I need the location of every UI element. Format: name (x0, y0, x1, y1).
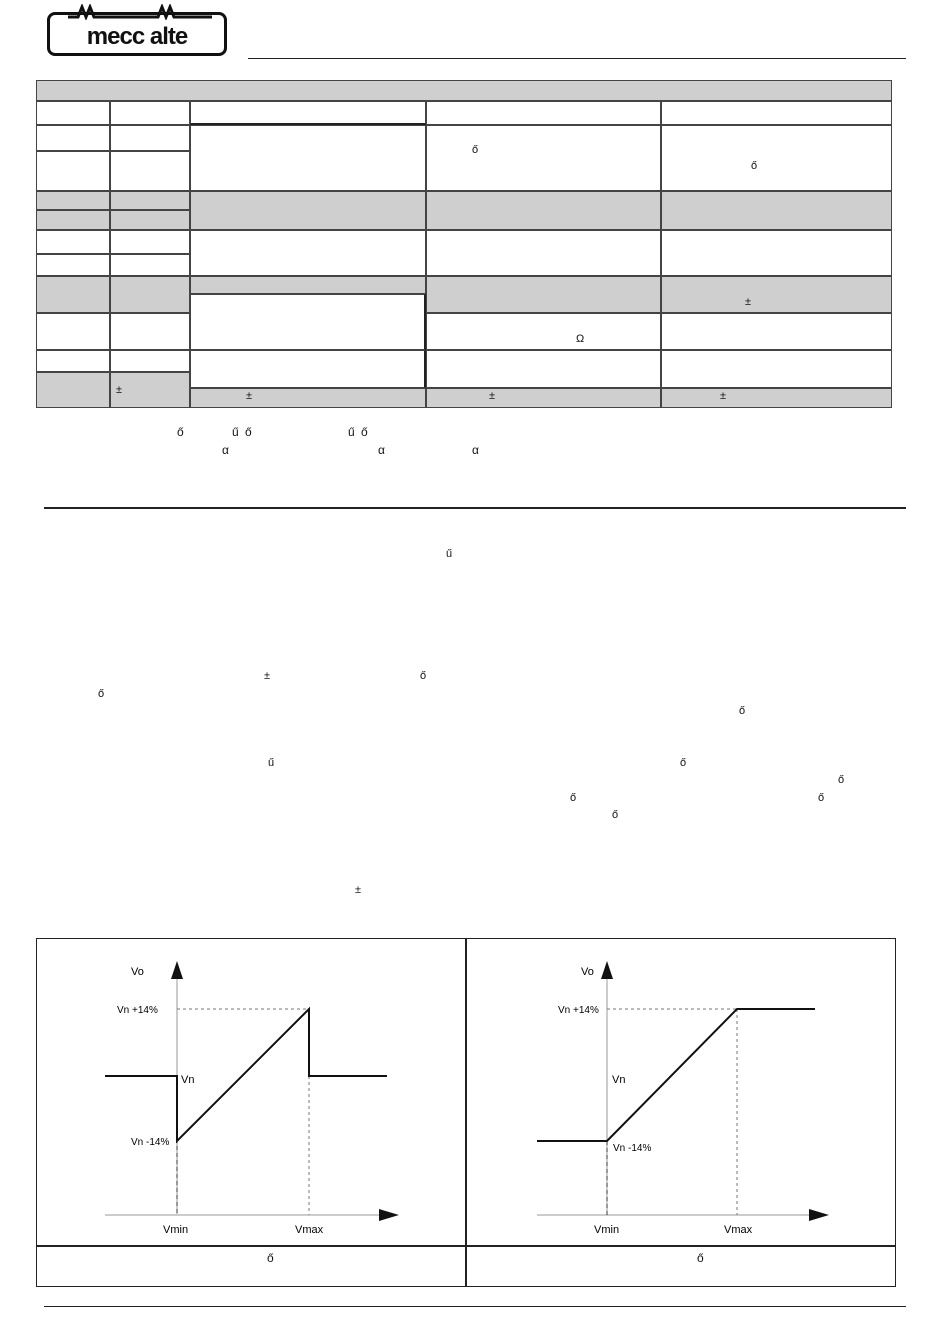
body-glyph: ő (680, 757, 687, 769)
logo-wave-icon (68, 4, 212, 20)
table-glyph: ± (246, 390, 253, 402)
note-glyph: ő (177, 425, 184, 439)
x-axis-arrow-icon (809, 1209, 829, 1221)
left-caption: ő (267, 1251, 274, 1265)
label-upper: Vn +14% (117, 1005, 158, 1016)
table-cell (426, 276, 661, 313)
table-cell (661, 125, 892, 191)
label-vmax: Vmax (295, 1224, 324, 1236)
label-mid: Vn (181, 1074, 195, 1086)
table-cell (110, 151, 190, 191)
body-glyph: ő (838, 774, 845, 786)
table-cell (190, 230, 426, 276)
table-cell (36, 230, 110, 254)
section-rule (44, 507, 906, 509)
table-cell (661, 350, 892, 388)
characteristic-curve (537, 1009, 815, 1141)
label-lower: Vn -14% (613, 1143, 652, 1154)
table-cell (661, 276, 892, 313)
table-cell (110, 230, 190, 254)
body-glyph: ő (420, 670, 427, 682)
meccalte-logo (47, 12, 227, 56)
table-cell (190, 125, 426, 191)
table-glyph: Ω (576, 333, 585, 345)
table-cell (661, 230, 892, 276)
table-cell (36, 101, 110, 125)
table-cell (426, 101, 661, 125)
header-rule (248, 58, 906, 59)
table-glyph: ő (472, 144, 479, 156)
label-vmax: Vmax (724, 1224, 753, 1236)
x-axis-arrow-icon (379, 1209, 399, 1221)
table-cell (426, 350, 661, 388)
body-glyph: ± (355, 884, 362, 896)
body-glyph: ű (446, 548, 453, 560)
body-glyph: ő (739, 705, 746, 717)
body-glyph: ő (570, 792, 577, 804)
label-vmin: Vmin (163, 1224, 189, 1236)
table-cell (426, 388, 661, 408)
note-glyph: ő (245, 425, 252, 439)
label-vmin: Vmin (594, 1224, 620, 1236)
table-cell (190, 191, 426, 230)
table-cell (110, 313, 190, 350)
table-cell (190, 350, 426, 388)
table-cell (110, 125, 190, 151)
caption-rule (36, 1245, 896, 1247)
table-cell (36, 210, 110, 230)
note-glyph: ű (232, 425, 239, 439)
table-cell (110, 101, 190, 125)
table-cell (36, 372, 110, 408)
table-cell (426, 191, 661, 230)
logo-text: mecc alte (86, 23, 188, 50)
table-cell (36, 276, 110, 313)
y-axis-label: Vo (131, 966, 144, 978)
spec-table (36, 80, 892, 408)
table-cell (110, 276, 190, 313)
footer-rule (44, 1306, 906, 1307)
table-cell (36, 313, 110, 350)
table-cell (426, 313, 661, 350)
y-axis-arrow-icon (601, 961, 613, 979)
table-cell (110, 210, 190, 230)
body-glyph: ű (268, 757, 275, 769)
table-cell (661, 313, 892, 350)
table-glyph: ± (116, 384, 123, 396)
table-cell (190, 101, 426, 125)
table-cell (110, 350, 190, 372)
body-glyph: ő (612, 809, 619, 821)
table-cell (661, 388, 892, 408)
body-glyph: ± (264, 670, 271, 682)
table-cell (426, 125, 661, 191)
table-cell (426, 230, 661, 276)
table-cell (36, 350, 110, 372)
table-cell (190, 294, 426, 350)
body-glyph: ő (818, 792, 825, 804)
characteristic-curve (105, 1009, 387, 1141)
label-mid: Vn (612, 1074, 626, 1086)
table-cell (190, 276, 426, 294)
label-lower: Vn -14% (131, 1137, 170, 1148)
left-figure (37, 939, 465, 1245)
table-header-bar (36, 80, 892, 101)
table-cell (110, 191, 190, 210)
table-glyph: ő (751, 160, 758, 172)
table-glyph: ± (720, 390, 727, 402)
note-glyph: ő (361, 425, 368, 439)
note-glyph: ű (348, 425, 355, 439)
right-caption: ő (697, 1251, 704, 1265)
table-cell (36, 151, 110, 191)
label-upper: Vn +14% (558, 1005, 599, 1016)
table-cell (661, 191, 892, 230)
table-cell (36, 125, 110, 151)
table-cell (110, 254, 190, 276)
table-glyph: ± (489, 390, 496, 402)
table-cell (190, 388, 426, 408)
table-cell (661, 101, 892, 125)
table-cell (36, 254, 110, 276)
table-cell (36, 191, 110, 210)
y-axis-label: Vo (581, 966, 594, 978)
note-glyph: α (472, 443, 479, 457)
note-glyph: α (222, 443, 229, 457)
body-glyph: ő (98, 688, 105, 700)
right-figure (467, 939, 895, 1245)
y-axis-arrow-icon (171, 961, 183, 979)
table-glyph: ± (745, 296, 752, 308)
note-glyph: α (378, 443, 385, 457)
